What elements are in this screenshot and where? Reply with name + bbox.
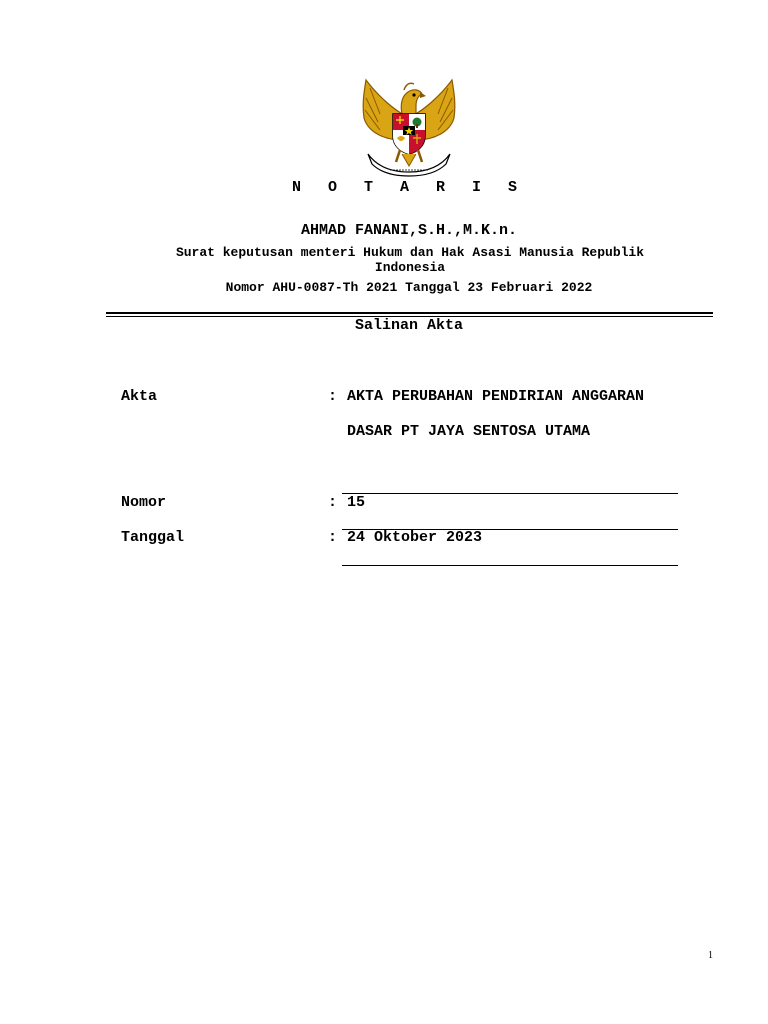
decree-text: Surat keputusan menteri Hukum dan Hak Asasi Manusia Republik Indonesia (175, 245, 645, 275)
nomor-value: 15 (347, 494, 366, 511)
decree-number: Nomor AHU-0087-Th 2021 Tanggal 23 Februari 2022 (225, 280, 593, 295)
notary-name: AHMAD FANANI,S.H.,M.K.n. (300, 222, 518, 239)
tanggal-colon: : (328, 529, 338, 546)
tanggal-value: 24 Oktober 2023 (347, 529, 483, 546)
page-number: 1 (708, 950, 713, 961)
notaris-heading: N O T A R I S (291, 179, 527, 196)
header-divider-thick (106, 312, 713, 314)
akta-value-line2: DASAR PT JAYA SENTOSA UTAMA (347, 423, 591, 440)
document-title: Salinan Akta (354, 317, 464, 334)
nomor-top-rule (342, 493, 678, 494)
tanggal-label: Tanggal (121, 529, 185, 546)
akta-value-line1: AKTA PERUBAHAN PENDIRIAN ANGGARAN (347, 388, 645, 405)
akta-colon: : (328, 388, 338, 405)
nomor-label: Nomor (121, 494, 167, 511)
garuda-emblem-icon (356, 74, 462, 178)
nomor-colon: : (328, 494, 338, 511)
tanggal-underline (342, 565, 678, 566)
akta-label: Akta (121, 388, 158, 405)
